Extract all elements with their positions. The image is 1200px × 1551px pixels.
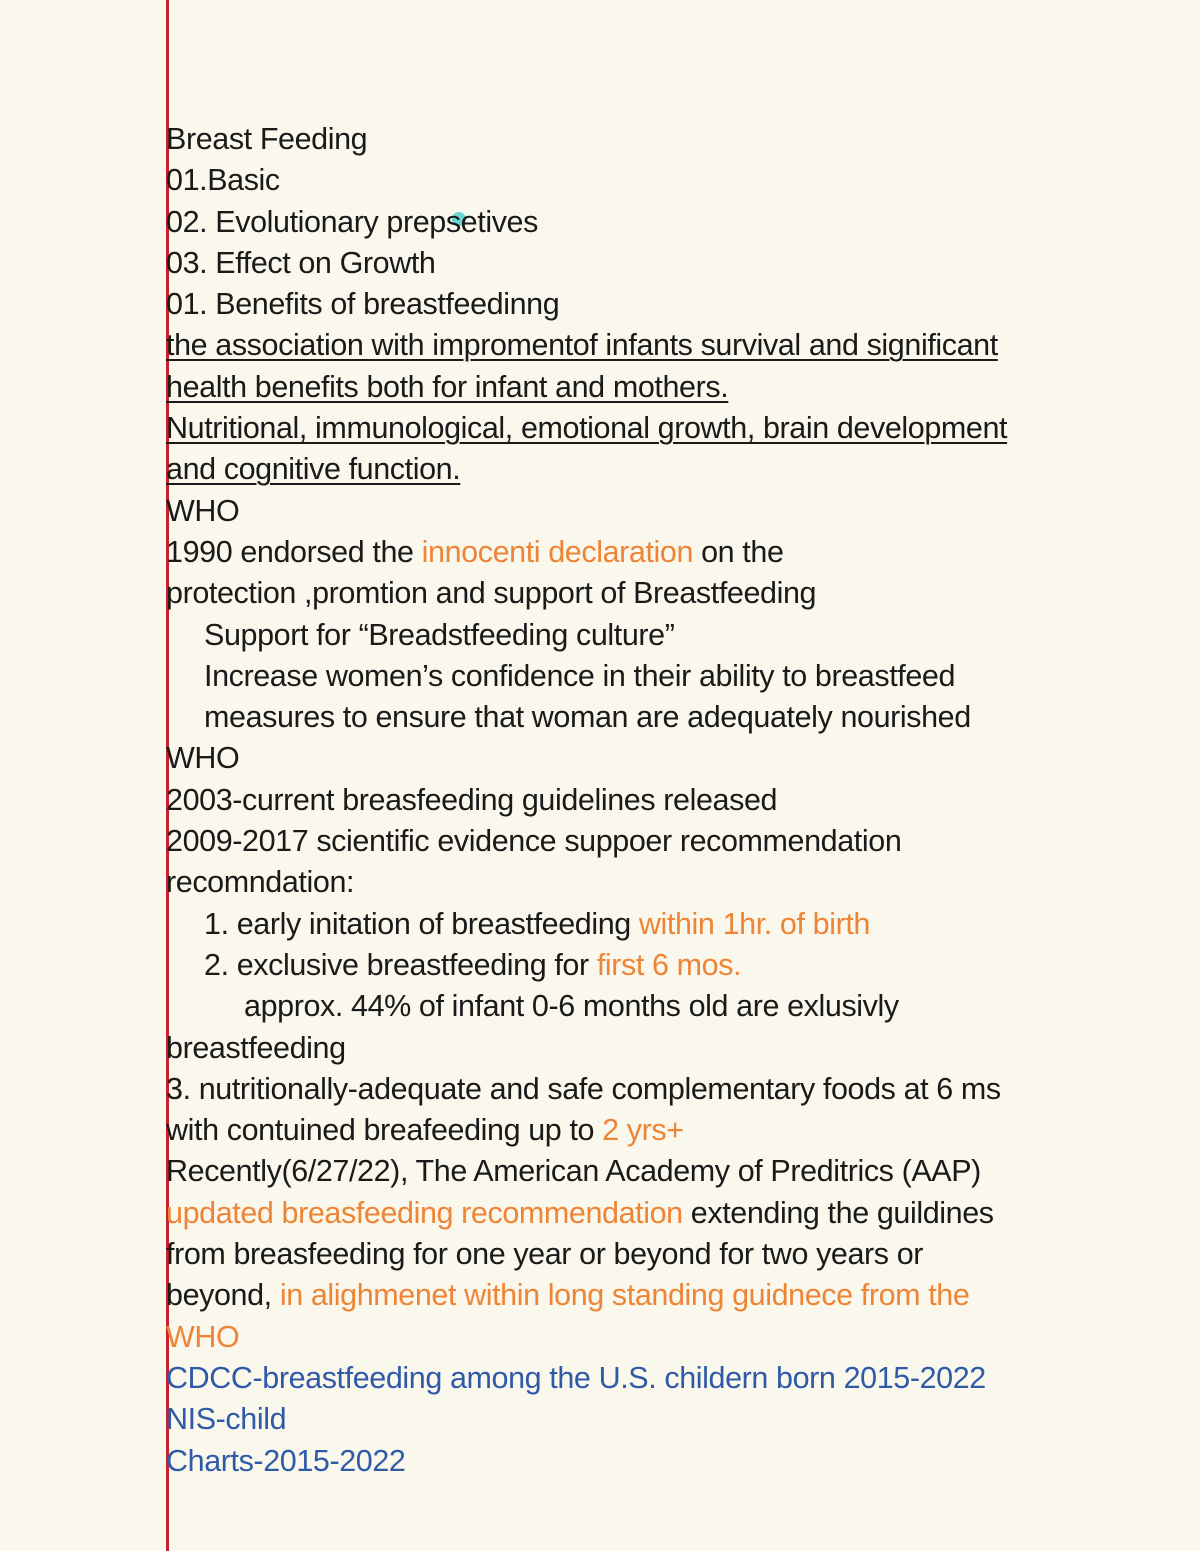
who-1990-prefix: 1990 endorsed the <box>166 534 422 569</box>
recommendation-1-highlight: within 1hr. of birth <box>638 906 870 941</box>
who-2003-line: 2003-current breasfeeding guidelines released <box>166 782 778 817</box>
who-point: measures to ensure that woman are adequately nourished <box>204 700 971 735</box>
who-1990-line <box>166 532 1166 573</box>
aap-line-3: from breasfeeding for one year or beyond for two years or <box>166 1237 924 1272</box>
benefits-line: and cognitive function. <box>166 452 461 487</box>
toc-item-basic: 01.Basic <box>166 163 280 198</box>
link-charts[interactable]: Charts-2015-2022 <box>166 1443 406 1478</box>
recommendation-2 <box>166 945 1166 986</box>
who-2009-line: 2009-2017 scientific evidence suppoer recommendation <box>166 824 902 859</box>
recommendation-3-highlight: 2 yrs+ <box>602 1113 684 1148</box>
recommendation-3-cont <box>166 1110 1166 1151</box>
recommendation-3: 3. nutritionally-adequate and safe complementary foods at 6 ms <box>166 1071 1001 1106</box>
who-point: Increase women’s confidence in their ability to breastfeed <box>204 658 956 693</box>
toc-item-benefits: 01. Benefits of breastfeedinng <box>166 287 560 322</box>
aap-line-4-text: beyond, <box>166 1278 280 1313</box>
toc-item-growth: 03. Effect on Growth <box>166 245 436 280</box>
who-point: Support for “Breadstfeeding culture” <box>204 617 675 652</box>
aap-update-highlight: updated breasfeeding recommendation <box>166 1195 683 1230</box>
benefits-line: Nutritional, immunological, emotional growth, brain development <box>166 411 1008 446</box>
aap-line-4 <box>166 1275 1166 1316</box>
aap-line-2 <box>166 1193 1166 1234</box>
note-title: Breast Feeding <box>166 122 368 156</box>
approx-stat-cont: breastfeeding <box>166 1030 346 1065</box>
recommendation-label: recomndation: <box>166 865 355 900</box>
link-cdc-breastfeeding[interactable]: CDCC-breastfeeding among the U.S. childern born 2015-2022 <box>166 1360 986 1395</box>
who-heading-2: WHO <box>166 741 240 776</box>
recommendation-1-text: 1. early initation of breastfeeding <box>204 906 639 941</box>
toc-item-evolutionary: 02. Evolutionary prepsetives <box>166 204 538 239</box>
aap-who-highlight: WHO <box>166 1319 240 1354</box>
recommendation-2-highlight: first 6 mos. <box>596 947 742 982</box>
recommendation-1 <box>166 904 1166 945</box>
who-heading: WHO <box>166 493 240 528</box>
recommendation-3-text: with contuined breafeeding up to <box>166 1113 603 1148</box>
benefits-line: health benefits both for infant and mothers. <box>166 369 729 404</box>
benefits-line: the association with impromentof infants survival and significant <box>166 328 998 363</box>
link-nis-child[interactable]: NIS-child <box>166 1402 287 1437</box>
who-1990-suffix: on the <box>693 534 784 569</box>
innocenti-declaration-highlight: innocenti declaration <box>421 534 694 569</box>
aap-line-1: Recently(6/27/22), The American Academy of Preditrics (AAP) <box>166 1154 981 1189</box>
who-protection-line: protection ,promtion and support of Breastfeeding <box>166 576 817 611</box>
approx-stat-line: approx. 44% of infant 0-6 months old are exlusivly <box>244 989 899 1024</box>
aap-alignment-highlight: in alighmenet within long standing guidnece from the <box>279 1278 970 1313</box>
aap-line-2-text: extending the guildines <box>682 1195 994 1230</box>
note-body[interactable] <box>166 119 1166 1482</box>
recommendation-2-text: 2. exclusive breastfeeding for <box>204 947 597 982</box>
